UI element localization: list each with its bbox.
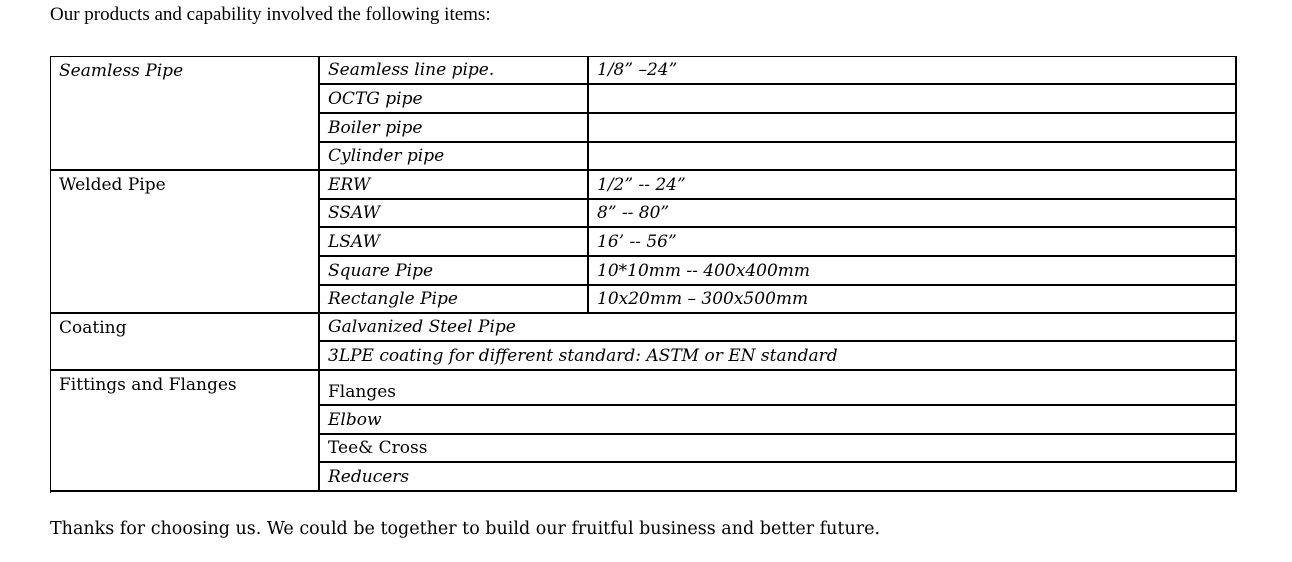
- item-rectangle-pipe: Rectangle Pipe: [320, 286, 589, 314]
- item-seamless-line-pipe: Seamless line pipe.: [320, 57, 589, 85]
- item-3lpe-coating: 3LPE coating for different standard: ASTM or EN standard: [320, 342, 1237, 371]
- spec-lsaw: 16’ -- 56”: [589, 228, 1237, 257]
- category-seamless-pipe: Seamless Pipe: [51, 57, 320, 171]
- item-galvanized-steel-pipe: Galvanized Steel Pipe: [320, 314, 1237, 342]
- item-cylinder-pipe: Cylinder pipe: [320, 143, 589, 171]
- spec-cylinder-pipe: [589, 143, 1237, 171]
- item-square-pipe: Square Pipe: [320, 257, 589, 286]
- closing-text: Thanks for choosing us. We could be together to build our fruitful business and better future.: [50, 519, 881, 539]
- spec-octg-pipe: [589, 85, 1237, 114]
- item-boiler-pipe: Boiler pipe: [320, 114, 589, 143]
- item-elbow: Elbow: [320, 406, 1237, 435]
- item-flanges: Flanges: [320, 371, 1237, 406]
- spec-erw: 1/2” -- 24”: [589, 171, 1237, 200]
- spec-seamless-line-pipe: 1/8” –24”: [589, 57, 1237, 85]
- spec-ssaw: 8” -- 80”: [589, 200, 1237, 228]
- item-tee-cross: Tee& Cross: [320, 435, 1237, 463]
- spec-square-pipe: 10*10mm -- 400x400mm: [589, 257, 1237, 286]
- item-ssaw: SSAW: [320, 200, 589, 228]
- item-lsaw: LSAW: [320, 228, 589, 257]
- category-welded-pipe: Welded Pipe: [51, 171, 320, 314]
- intro-text: Our products and capability involved the following items:: [50, 4, 491, 25]
- item-reducers: Reducers: [320, 463, 1237, 492]
- category-fittings-and-flanges: Fittings and Flanges: [51, 371, 320, 492]
- item-octg-pipe: OCTG pipe: [320, 85, 589, 114]
- spec-rectangle-pipe: 10x20mm – 300x500mm: [589, 286, 1237, 314]
- category-coating: Coating: [51, 314, 320, 371]
- products-table: [50, 56, 1237, 493]
- spec-boiler-pipe: [589, 114, 1237, 143]
- item-erw: ERW: [320, 171, 589, 200]
